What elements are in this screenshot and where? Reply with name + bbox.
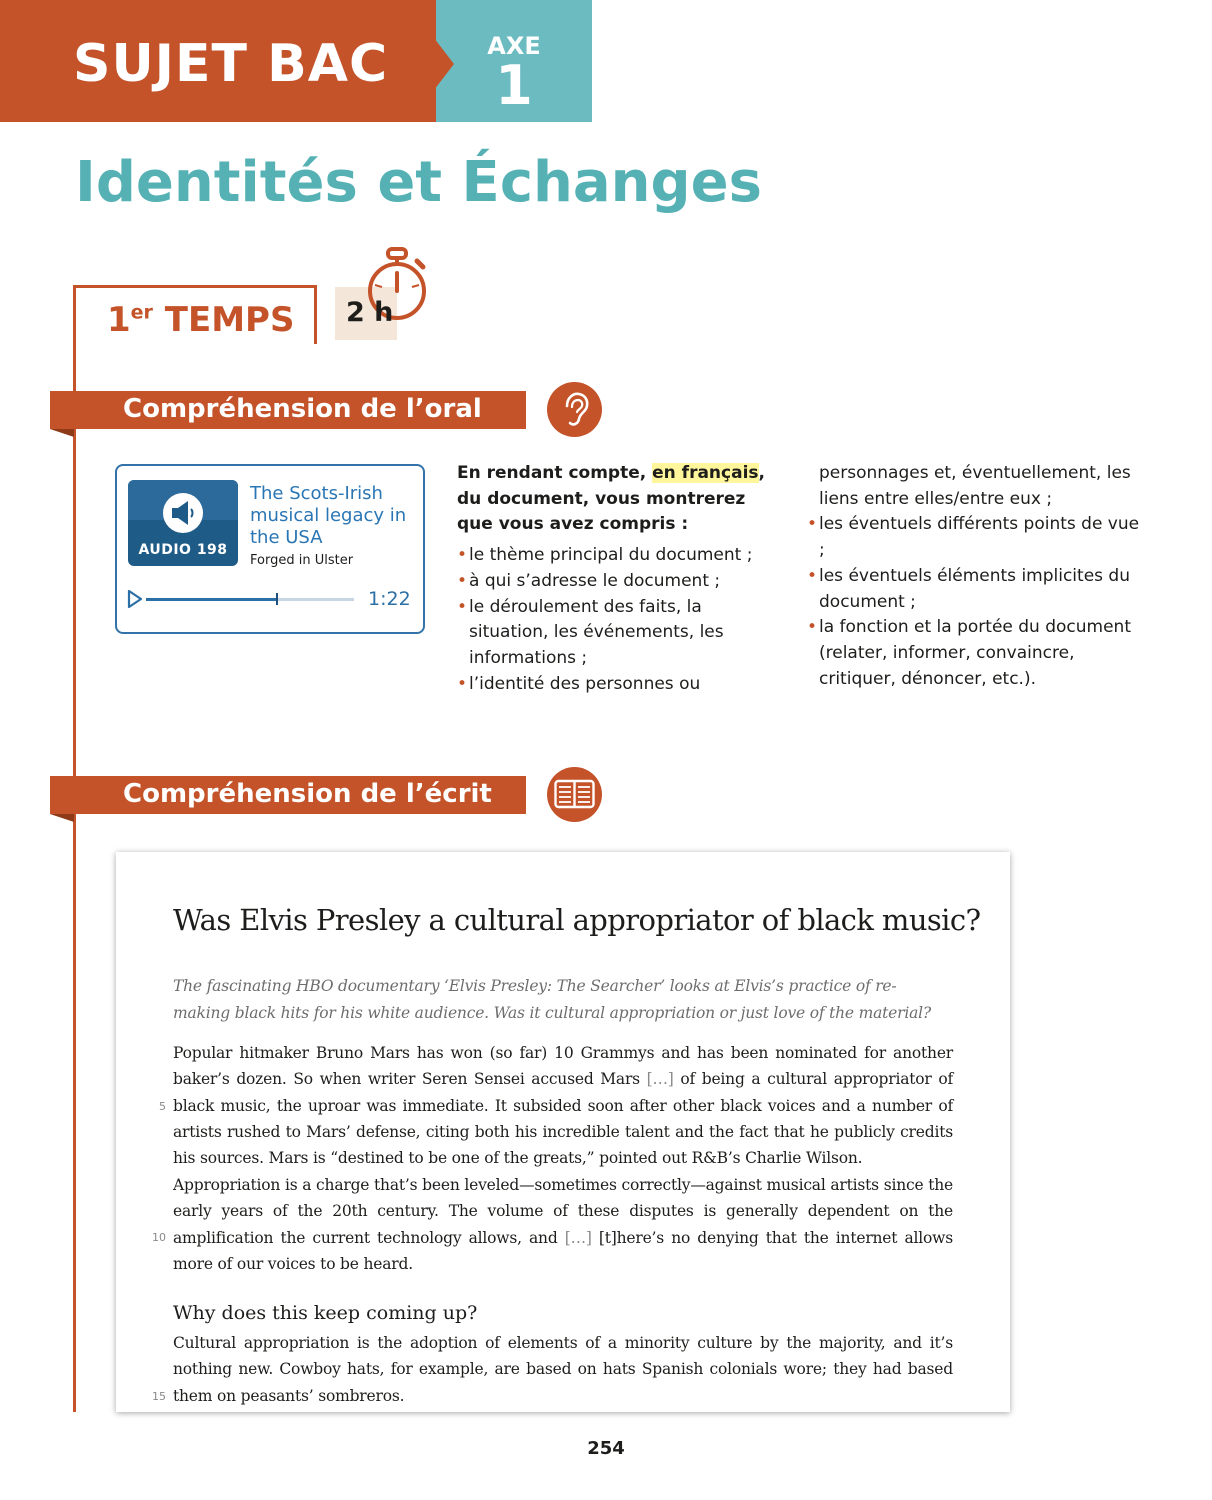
- axe-label: AXE: [487, 32, 541, 60]
- temps-label: 1er TEMPS: [107, 300, 295, 340]
- article-paragraph-2: Appropriation is a charge that’s been leveled—sometimes correctly—against musical artists since the early years of the 20th century. The volume of these disputes is generally dependent on the amplification the current technology allows, and […] [t]here’s no denying that the internet allows more of our voices to be heard.: [173, 1176, 953, 1273]
- criteria-list-1: [457, 543, 777, 697]
- list-item: • le déroulement des faits, la situation, les événements, les informations ;: [457, 595, 777, 672]
- section-bar-fold: [50, 814, 74, 822]
- audio-scrubber[interactable]: [276, 593, 278, 605]
- instructions-col1: [457, 461, 777, 697]
- section-bar-fold: [50, 429, 74, 437]
- article-paragraph-3: Cultural appropriation is the adoption of elements of a minority culture by the majority, and it’s nothing new. Cowboy hats, for example, are based on hats Spanish colonials wore; they had based them on peasants’ sombreros.: [173, 1334, 953, 1405]
- speaker-icon: [161, 491, 205, 535]
- page-number: 254: [587, 1438, 625, 1459]
- list-item: • la fonction et la portée du document (relater, informer, convaincre, critiquer, dénoncer, etc.).: [807, 615, 1142, 692]
- page-title: Identités et Échanges: [75, 150, 762, 215]
- list-item: • les éventuels différents points de vue ;: [807, 512, 1142, 563]
- sujet-bac-label: SUJET BAC: [73, 34, 389, 94]
- line-number: 15: [152, 1390, 166, 1403]
- list-item: • à qui s’adresse le document ;: [457, 569, 777, 595]
- article-title: Was Elvis Presley a cultural appropriator of black music?: [173, 903, 981, 937]
- audio-progress-fill: [146, 598, 277, 601]
- list-item: • les éventuels éléments implicites du document ;: [807, 564, 1142, 615]
- ear-icon: [547, 382, 602, 437]
- list-item-continuation: personnages et, éventuellement, les liens entre elles/entre eux ;: [819, 463, 1131, 509]
- audio-code: AUDIO 198: [138, 542, 228, 558]
- audio-duration: 1:22: [368, 588, 411, 610]
- article-paragraph-1: Popular hitmaker Bruno Mars has won (so far) 10 Grammys and has been nominated for another baker’s dozen. So when writer Seren Sensei accused Mars […] of being a cultural appropriator of black music, the uproar was immediate. It subsided soon after other black voices and a number of artists rushed to Mars’ defense, citing both his incredible talent and the fact that he publicly credits his sources. Mars is “destined to be one of the greats,” pointed out R&B’s Charlie Wilson.: [173, 1044, 953, 1168]
- timeline-rule: [73, 340, 76, 1412]
- audio-thumbnail[interactable]: [128, 480, 238, 566]
- book-icon: [547, 767, 602, 822]
- axe-number: 1: [495, 54, 533, 117]
- criteria-list-2: [807, 512, 1142, 692]
- section-title-ecrit: Compréhension de l’écrit: [123, 779, 492, 809]
- line-number: 10: [152, 1231, 166, 1244]
- instructions-col2: [807, 461, 1142, 692]
- duration-value: 2 h: [346, 297, 394, 328]
- article-lead: The fascinating HBO documentary ‘Elvis Presley: The Searcher’ looks at Elvis’s practice of re-making black hits for his white audience. Was it cultural appropriation or just love of the material?: [173, 977, 932, 1022]
- list-item: • l’identité des personnes ou: [457, 672, 777, 698]
- audio-title: The Scots-Irish musical legacy in the USA: [250, 483, 407, 548]
- highlight-en-francais: en français: [652, 463, 759, 483]
- ellipsis-mark: […]: [564, 1228, 592, 1247]
- play-icon[interactable]: [127, 589, 143, 609]
- list-item: • le thème principal du document ;: [457, 543, 777, 569]
- line-number: 5: [159, 1100, 166, 1113]
- article-subheading: Why does this keep coming up?: [173, 1302, 478, 1324]
- ellipsis-mark: […]: [646, 1070, 674, 1089]
- audio-subtitle: Forged in Ulster: [250, 553, 354, 568]
- section-title-oral: Compréhension de l’oral: [123, 394, 482, 424]
- instructions-intro: En rendant compte, en français, du document, vous montrerez que vous avez compris :: [457, 463, 765, 535]
